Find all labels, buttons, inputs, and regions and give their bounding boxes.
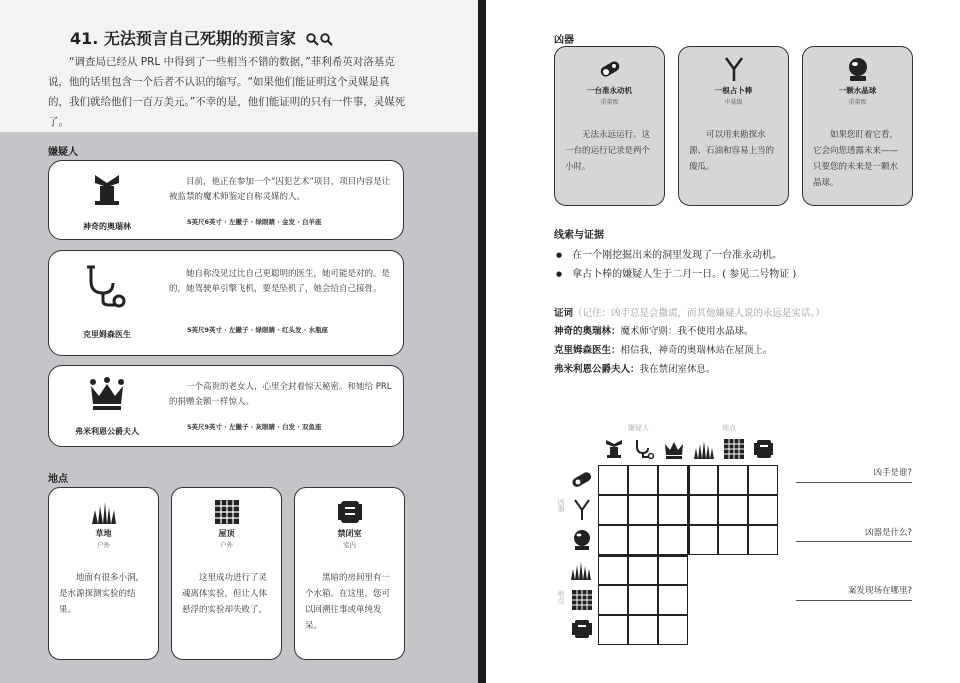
grid-row-icons bbox=[570, 468, 594, 648]
testimony-item: 弗米利恩公爵夫人：我在禁闭室休息。 bbox=[554, 364, 716, 375]
grid-label-suspects: 嫌疑人 bbox=[628, 424, 649, 432]
grid-cell[interactable] bbox=[598, 465, 628, 495]
magnifier-rating-icon bbox=[306, 33, 333, 46]
stethoscope-icon bbox=[83, 263, 129, 309]
grid-cell[interactable] bbox=[718, 525, 748, 555]
testimony-heading: 证词 bbox=[554, 308, 574, 319]
grid-cell[interactable] bbox=[718, 465, 748, 495]
rooftop-icon bbox=[572, 590, 592, 610]
location-card-meadow bbox=[48, 487, 159, 660]
grid-cell[interactable] bbox=[598, 525, 628, 555]
suspect-description: 她自称没见过比自己更聪明的医生，她可能是对的。是的，她驾驶单引擎飞机，要是坠机了，她会给自己接骨。 bbox=[169, 269, 391, 294]
crown-icon bbox=[87, 374, 127, 414]
grid-cell[interactable] bbox=[628, 585, 658, 615]
grid-cell[interactable] bbox=[688, 525, 718, 555]
clue-item: ● 在一个刚挖掘出来的洞里发现了一台准永动机。 bbox=[556, 246, 782, 261]
suspect-attributes: 5英尺9英寸 · 左撇子 · 灰眼睛 · 白发 · 双鱼座 bbox=[187, 423, 322, 431]
tank-icon bbox=[754, 440, 773, 458]
rooftop-icon bbox=[724, 439, 744, 459]
testimony-heading-line bbox=[554, 305, 825, 319]
intro-paragraph: “调查局已经从 PRL 中得到了一些相当不错的数据，”菲利希英对洛基克说，他的话里包含一个后者不认识的缩写。“如果他们能证明这个灵媒是真的，我们就给他们一百万美元。”不幸的是，他们能证明的只有一件事，灵媒死了。 bbox=[48, 56, 406, 128]
top-hat-icon bbox=[606, 440, 622, 458]
weapon-weight: 重量级 bbox=[600, 99, 619, 106]
answer-line-who[interactable] bbox=[796, 482, 912, 483]
weapon-description: 可以用来勘探水源、石油和容易上当的傻瓜。 bbox=[689, 130, 775, 172]
grid-cell[interactable] bbox=[658, 495, 688, 525]
answer-line-where[interactable] bbox=[796, 600, 912, 601]
weapon-description: 如果您盯着它看，它会向您透露未来——只要您的未来是一颗水晶球。 bbox=[813, 130, 899, 188]
suspect-name: 克里姆森医生 bbox=[83, 330, 131, 339]
grid-cell[interactable] bbox=[658, 555, 688, 585]
rooftop-icon bbox=[213, 498, 241, 526]
weapon-name: 一根占卜棒 bbox=[714, 86, 753, 95]
weapon-weight: 中量级 bbox=[724, 99, 743, 106]
grid-cell[interactable] bbox=[658, 525, 688, 555]
dowsing-rod-icon bbox=[575, 500, 589, 520]
weapon-card-dowsing-rod bbox=[678, 46, 789, 206]
grid-cell[interactable] bbox=[688, 465, 718, 495]
weapon-weight: 重量级 bbox=[848, 99, 867, 106]
suspect-card-doctor bbox=[48, 250, 404, 356]
clues-heading: 线索与证据 bbox=[554, 230, 604, 241]
location-description: 地面有很多小洞，是水源探测实验的结果。 bbox=[59, 573, 145, 615]
weapon-description: 无法永远运行。这一台的运行记录是两个小时。 bbox=[565, 130, 651, 172]
question-where: 案发现场在哪里? bbox=[847, 586, 912, 596]
weapons-heading: 凶器 bbox=[554, 35, 574, 46]
grid-cell[interactable] bbox=[718, 495, 748, 525]
grid-label-locations-row: 地点 bbox=[557, 590, 565, 604]
grid-cell[interactable] bbox=[748, 525, 778, 555]
tank-icon bbox=[336, 498, 364, 526]
crystal-ball-icon bbox=[844, 55, 872, 83]
suspects-heading: 嫌疑人 bbox=[48, 147, 78, 158]
suspect-card-duchess bbox=[48, 365, 404, 447]
crown-icon bbox=[665, 442, 683, 459]
stethoscope-icon bbox=[637, 440, 654, 459]
suspect-card-magician bbox=[48, 160, 404, 240]
grid-cell[interactable] bbox=[748, 465, 778, 495]
testimony-note: （记住：凶手总是会撒谎，而其他嫌疑人说的永远是实话。） bbox=[573, 308, 825, 319]
grid-label-weapons: 凶器 bbox=[557, 498, 565, 512]
grid-cell[interactable] bbox=[598, 555, 628, 585]
suspect-description: 目前，他正在参加一个“囚犯艺术”项目，项目内容是让被监禁的魔术师鉴定自称灵媒的人。 bbox=[169, 177, 391, 202]
location-type: 户外 bbox=[97, 541, 110, 549]
top-hat-icon bbox=[87, 169, 127, 209]
grid-cell[interactable] bbox=[688, 495, 718, 525]
location-card-isolation-room bbox=[294, 487, 405, 660]
grid-cell[interactable] bbox=[658, 615, 688, 645]
grid-cell[interactable] bbox=[598, 495, 628, 525]
grid-cell[interactable] bbox=[748, 495, 778, 525]
gear-machine-icon bbox=[571, 471, 593, 489]
grid-cell[interactable] bbox=[628, 555, 658, 585]
location-type: 户外 bbox=[220, 541, 233, 549]
crystal-ball-icon bbox=[574, 530, 590, 550]
suspect-name: 神奇的奥瑞林 bbox=[83, 222, 131, 231]
suspect-name: 弗米利恩公爵夫人 bbox=[75, 427, 139, 436]
grid-column-icons bbox=[603, 438, 773, 460]
location-card-rooftop bbox=[171, 487, 282, 660]
book-spine bbox=[478, 0, 486, 683]
grid-cell[interactable] bbox=[628, 525, 658, 555]
tank-icon bbox=[572, 620, 592, 638]
weapon-name: 一台准永动机 bbox=[587, 86, 632, 95]
grass-icon bbox=[90, 498, 118, 526]
grid-cell[interactable] bbox=[628, 465, 658, 495]
location-description: 这里成功进行了灵魂离体实验，但让人体悬浮的实验却失败了。 bbox=[182, 573, 268, 615]
gear-machine-icon bbox=[596, 55, 624, 83]
location-name: 草地 bbox=[95, 529, 112, 538]
grid-cell[interactable] bbox=[628, 495, 658, 525]
suspect-attributes: 5英尺9英寸 · 左撇子 · 绿眼睛 · 红头发 · 水瓶座 bbox=[187, 326, 329, 334]
grass-icon bbox=[694, 441, 714, 459]
grid-label-locations: 地点 bbox=[722, 424, 736, 432]
location-description: 黑暗的房间里有一个水箱。在这里，您可以回溯往事或单纯发呆。 bbox=[305, 573, 391, 631]
weapon-card-crystal-ball bbox=[802, 46, 913, 206]
locations-heading: 地点 bbox=[48, 474, 68, 485]
testimony-item: 神奇的奥瑞林：魔术师守则：我不使用水晶球。 bbox=[554, 326, 754, 337]
grid-cell[interactable] bbox=[628, 615, 658, 645]
testimony-item: 克里姆森医生：相信我，神奇的奥瑞林站在屋顶上。 bbox=[554, 345, 773, 356]
grid-cell[interactable] bbox=[598, 615, 628, 645]
location-name: 屋顶 bbox=[218, 529, 235, 538]
suspect-description: 一个高贵的老女人，心里全封着惊天秘密。和她给 PRL 的捐赠金额一样惊人。 bbox=[169, 382, 392, 407]
grid-cell[interactable] bbox=[658, 585, 688, 615]
answer-line-weapon[interactable] bbox=[796, 541, 912, 542]
weapon-name: 一颗水晶球 bbox=[838, 86, 877, 95]
question-weapon: 凶器是什么? bbox=[864, 528, 912, 538]
question-who: 凶手是谁? bbox=[873, 468, 912, 478]
location-name: 禁闭室 bbox=[337, 529, 362, 538]
clue-item: ● 拿占卜棒的嫌疑人生于二月一日。( 参见二号物证 ) bbox=[556, 265, 796, 280]
location-type: 室内 bbox=[343, 541, 356, 549]
suspect-attributes: 5英尺6英寸 · 左撇子 · 绿眼睛 · 金发 · 白羊座 bbox=[187, 218, 322, 226]
dowsing-rod-icon bbox=[720, 55, 748, 83]
grid-cell[interactable] bbox=[598, 585, 628, 615]
grid-cell[interactable] bbox=[658, 465, 688, 495]
grass-icon bbox=[571, 562, 591, 580]
puzzle-title: 41. 无法预言自己死期的预言家 bbox=[70, 26, 333, 49]
weapon-card-perpetual-motion bbox=[554, 46, 665, 206]
